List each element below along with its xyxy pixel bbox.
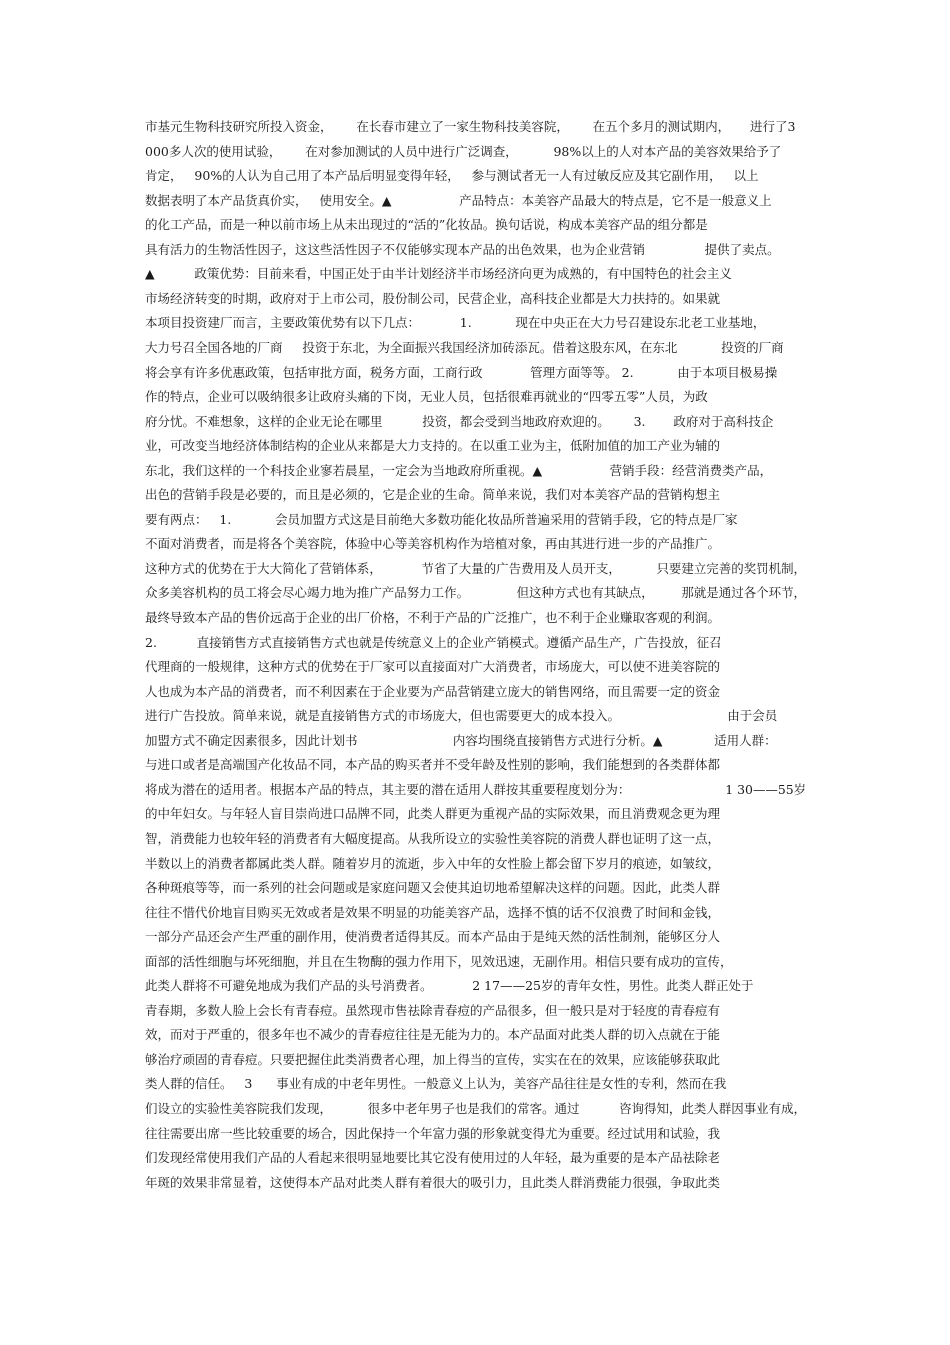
body-text-line: 数据表明了本产品货真价实， 使用安全。▲ 产品特点：本美容产品最大的特点是，它不是一般意义上 xyxy=(145,193,772,208)
body-text-line: 加盟方式不确定因素很多，因此计划书 内容均围绕直接销售方式进行分析。▲ 适用人群： xyxy=(145,733,777,748)
body-text-line: 面部的活性细胞与坏死细胞，并且在生物酶的强力作用下，见效迅速，无副作用。相信只要有成功的宣传， xyxy=(145,954,733,969)
body-text-line: 代理商的一般规律，这种方式的优势在于厂家可以直接面对广大消费者，市场庞大，可以使不进美容院的 xyxy=(145,659,721,674)
body-text-line: 与进口或者是高端国产化妆品不同，本产品的购买者并不受年龄及性别的影响，我们能想到的各类群体都 xyxy=(145,757,721,772)
body-text-line: 效，而对于严重的，很多年也不减少的青春痘往往是无能为力的。本产品面对此类人群的切入点就在于能 xyxy=(145,1027,721,1042)
body-text-line: 半数以上的消费者都属此类人群。随着岁月的流逝，步入中年的女性脸上都会留下岁月的痕迹，如皱纹， xyxy=(145,856,721,871)
body-text-line: 够治疗顽固的青春痘。只要把握住此类消费者心理，加上得当的宣传，实实在在的效果，应该能够获取此 xyxy=(145,1052,721,1067)
body-text-line: 将会享有许多优惠政策，包括审批方面，税务方面，工商行政 管理方面等等。 2. 由于本项目极易操 xyxy=(145,365,778,380)
body-text-line: 具有活力的生物活性因子，这这些活性因子不仅能够实现本产品的出色效果，也为企业营销 提供了卖点。 xyxy=(145,242,780,257)
body-text-line: 这种方式的优势在于大大简化了营销体系， 节省了大量的广告费用及人员开支， 只要建立完善的奖罚机制， xyxy=(145,561,807,576)
body-text-line: 业，可改变当地经济体制结构的企业从来都是大力支持的。在以重工业为主，低附加值的加工产业为辅的 xyxy=(145,438,721,453)
body-text-line: 市场经济转变的时期，政府对于上市公司，股份制公司，民营企业，高科技企业都是大力扶持的。如果就 xyxy=(145,291,721,306)
body-text-line: 最终导致本产品的售价远高于企业的出厂价格，不利于产品的广泛推广，也不利于企业赚取客观的利润。 xyxy=(145,610,721,625)
body-text-line: 肯定， 90%的人认为自己用了本产品后明显变得年轻， 参与测试者无一人有过敏反应及其它副作用， 以上 xyxy=(145,168,759,183)
body-text-line: 此类人群将不可避免地成为我们产品的头号消费者。 2 17——25岁的青年女性，男性。此类人群正处于 xyxy=(145,978,754,993)
body-text-line: 往往不惜代价地盲目购买无效或者是效果不明显的功能美容产品，选择不慎的话不仅浪费了时间和金钱， xyxy=(145,905,721,920)
body-text-line: 将成为潜在的适用者。根据本产品的特点，其主要的潜在适用人群按其重要程度划分为： 1 30——55岁 xyxy=(145,782,807,797)
body-text-line: 年斑的效果非常显着，这使得本产品对此类人群有着很大的吸引力，且此类人群消费能力很强，争取此类 xyxy=(145,1175,721,1190)
body-text-line: 东北，我们这样的一个科技企业寥若晨星，一定会为当地政府所重视。▲ 营销手段：经营消费类产品， xyxy=(145,463,773,478)
body-text-line: 进行广告投放。简单来说，就是直接销售方式的市场庞大，但也需要更大的成本投入。 由于会员 xyxy=(145,708,778,723)
body-text-line: 不面对消费者，而是将各个美容院，体验中心等美容机构作为培植对象，再由其进行进一步的产品推广。 xyxy=(145,536,721,551)
body-text-line: 们设立的实验性美容院我们发现， 很多中老年男子也是我们的常客。通过 咨询得知，此类人群因事业有成， xyxy=(145,1101,807,1116)
body-text-line: 众多美容机构的员工将会尽心竭力地为推广产品努力工作。 但这种方式也有其缺点， 那就是通过各个环节， xyxy=(145,585,807,600)
body-text-line: 市基元生物科技研究所投入资金， 在长春市建立了一家生物科技美容院， 在五个多月的测试期内， 进行了3 xyxy=(145,119,796,134)
body-text-line: 青春期，多数人脸上会长有青春痘。虽然现市售祛除青春痘的产品很多，但一般只是对于轻度的青春痘有 xyxy=(145,1003,721,1018)
body-text-line: 各种斑痕等等，而一系列的社会问题或是家庭问题又会使其迫切地希望解决这样的问题。因此，此类人群 xyxy=(145,880,721,895)
body-text-line: 的化工产品，而是一种以前市场上从未出现过的“活的”化妆品。换句话说，构成本美容产品的组分都是 xyxy=(145,217,708,232)
body-text-line: 的中年妇女。与年轻人盲目崇尚进口品牌不同，此类人群更为重视产品的实际效果，而且消费观念更为理 xyxy=(145,806,721,821)
body-text-line: 一部分产品还会产生严重的副作用，使消费者适得其反。而本产品由于是纯天然的活性制剂，能够区分人 xyxy=(145,929,721,944)
body-text-line: 000多人次的使用试验， 在对参加测试的人员中进行广泛调查， 98%以上的人对本产品的美容效果给予了 xyxy=(145,144,782,159)
body-text-line: ▲ 政策优势：目前来看，中国正处于由半计划经济半市场经济向更为成熟的，有中国特色的社会主义 xyxy=(145,266,732,281)
body-text-line: 们发现经常使用我们产品的人看起来很明显地要比其它没有使用过的人年轻，最为重要的是本产品祛除老 xyxy=(145,1150,721,1165)
body-text-line: 智，消费能力也较年轻的消费者有大幅度提高。从我所设立的实验性美容院的消费人群也证明了这一点， xyxy=(145,831,721,846)
body-text-line: 作的特点，企业可以吸纳很多让政府头痛的下岗，无业人员，包括很难再就业的“四零五零”人员，为政 xyxy=(145,389,708,404)
body-text-line: 类人群的信任。 3 事业有成的中老年男性。一般意义上认为，美容产品往往是女性的专利，然而在我 xyxy=(145,1076,727,1091)
body-text-line: 人也成为本产品的消费者，而不利因素在于企业要为产品营销建立庞大的销售网络，而且需要一定的资金 xyxy=(145,684,721,699)
body-text-line: 本项目投资建厂而言，主要政策优势有以下几点： 1. 现在中央正在大力号召建设东北老工业基地， xyxy=(145,315,766,330)
body-text-line: 往往需要出席一些比较重要的场合，因此保持一个年富力强的形象就变得尤为重要。经过试用和试验，我 xyxy=(145,1126,721,1141)
body-text-line: 要有两点： 1. 会员加盟方式这是目前绝大多数功能化妆品所普遍采用的营销手段，它的特点是厂家 xyxy=(145,512,738,527)
body-text-line: 2. 直接销售方式直接销售方式也就是传统意义上的企业产销模式。遵循产品生产，广告投放，征召 xyxy=(145,635,722,650)
body-text-line: 大力号召全国各地的厂商 投资于东北，为全面振兴我国经济加砖添瓦。借着这股东风，在东北 投资的厂商 xyxy=(145,340,784,355)
body-text-line: 府分忧。不难想象，这样的企业无论在哪里 投资，都会受到当地政府欢迎的。 3. 政府对于高科技企 xyxy=(145,414,774,429)
body-text-line: 出色的营销手段是必要的，而且是必须的，它是企业的生命。简单来说，我们对本美容产品的营销构想主 xyxy=(145,487,721,502)
